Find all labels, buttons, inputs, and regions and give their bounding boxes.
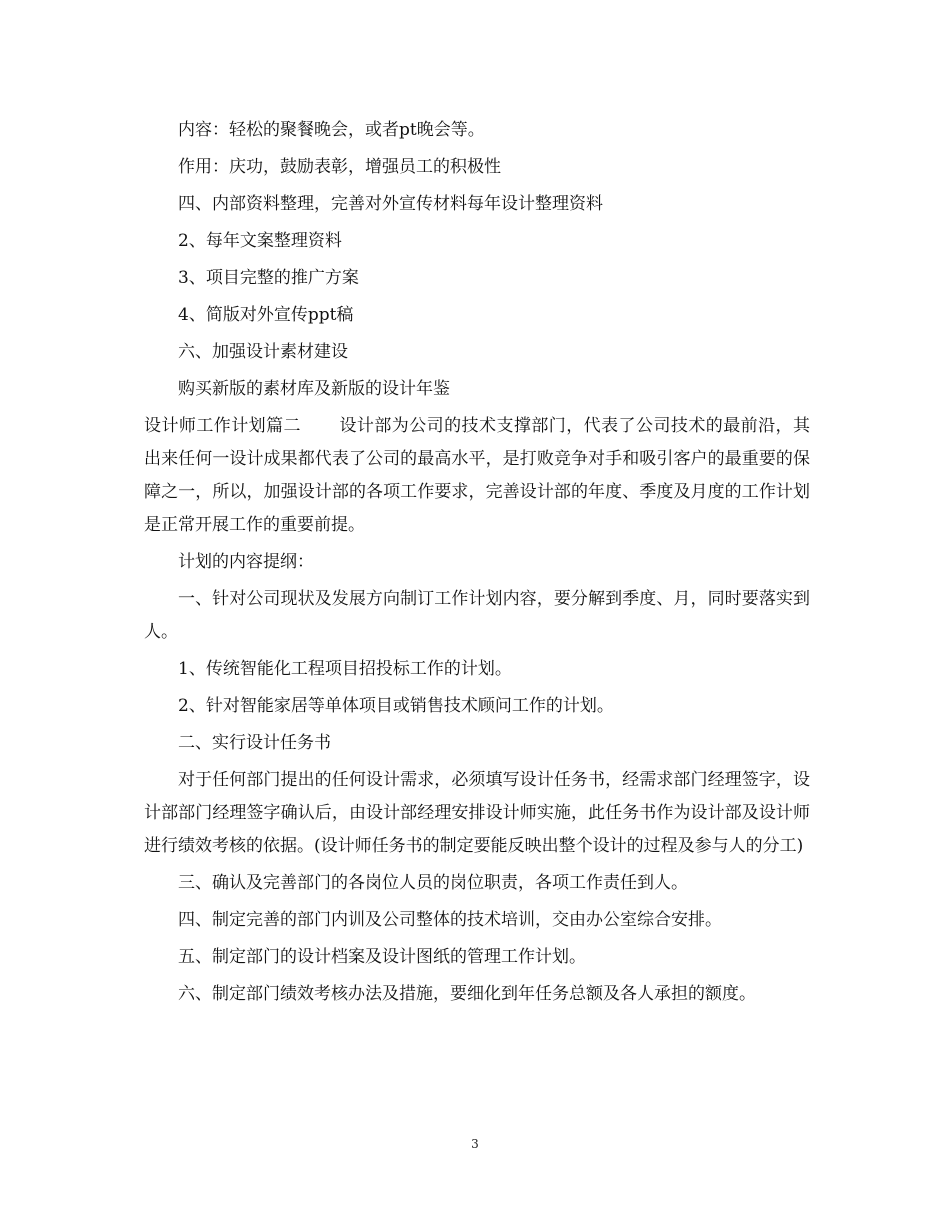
paragraph: 二、实行设计任务书 <box>178 733 331 753</box>
paragraph: 购买新版的素材库及新版的设计年鉴 <box>178 379 450 399</box>
document-body <box>144 114 810 1015</box>
section-paragraph <box>144 410 810 542</box>
section-body: 设计部为公司的技术支撑部门，代表了公司技术的最前沿，其出来任何一设计成果都代表了公司的最高水平，是打败竞争对手和吸引客户的最重要的保障之一，所以，加强设计部的各项工作要求，完善设计部的年度、季度及月度的工作计划是正常开展工作的重要前提。 <box>144 416 810 535</box>
paragraph: 2、每年文案整理资料 <box>178 231 342 251</box>
paragraph: 五、制定部门的设计档案及设计图纸的管理工作计划。 <box>178 947 586 967</box>
paragraph: 三、确认及完善部门的各岗位人员的岗位职责，各项工作责任到人。 <box>178 873 688 893</box>
page-number: 3 <box>471 1137 479 1151</box>
paragraph: 计划的内容提纲： <box>178 552 314 572</box>
paragraph: 六、制定部门绩效考核办法及措施，要细化到年任务总额及各人承担的额度。 <box>178 984 756 1004</box>
paragraph: 作用：庆功，鼓励表彰，增强员工的积极性 <box>178 157 501 177</box>
paragraph: 4、简版对外宣传ppt稿 <box>178 305 354 325</box>
paragraph: 四、内部资料整理，完善对外宣传材料每年设计整理资料 <box>178 194 603 214</box>
section-heading: 设计师工作计划篇二 <box>144 416 301 436</box>
paragraph: 1、传统智能化工程项目招投标工作的计划。 <box>178 659 512 679</box>
paragraph: 对于任何部门提出的任何设计需求，必须填写设计任务书，经需求部门经理签字，设计部部门经理签字确认后，由设计部经理安排设计师实施，此任务书作为设计部及设计师进行绩效考核的依据。(设计师任务书的制定要能反映出整个设计的过程及参与人的分工) <box>144 770 810 856</box>
paragraph: 2、针对智能家居等单体项目或销售技术顾问工作的计划。 <box>178 696 614 716</box>
paragraph: 六、加强设计素材建设 <box>178 342 348 362</box>
paragraph: 内容：轻松的聚餐晚会，或者pt晚会等。 <box>178 120 485 140</box>
paragraph: 一、针对公司现状及发展方向制订工作计划内容，要分解到季度、月，同时要落实到人。 <box>144 589 810 642</box>
paragraph: 四、制定完善的部门内训及公司整体的技术培训，交由办公室综合安排。 <box>178 910 722 930</box>
paragraph: 3、项目完整的推广方案 <box>178 268 359 288</box>
